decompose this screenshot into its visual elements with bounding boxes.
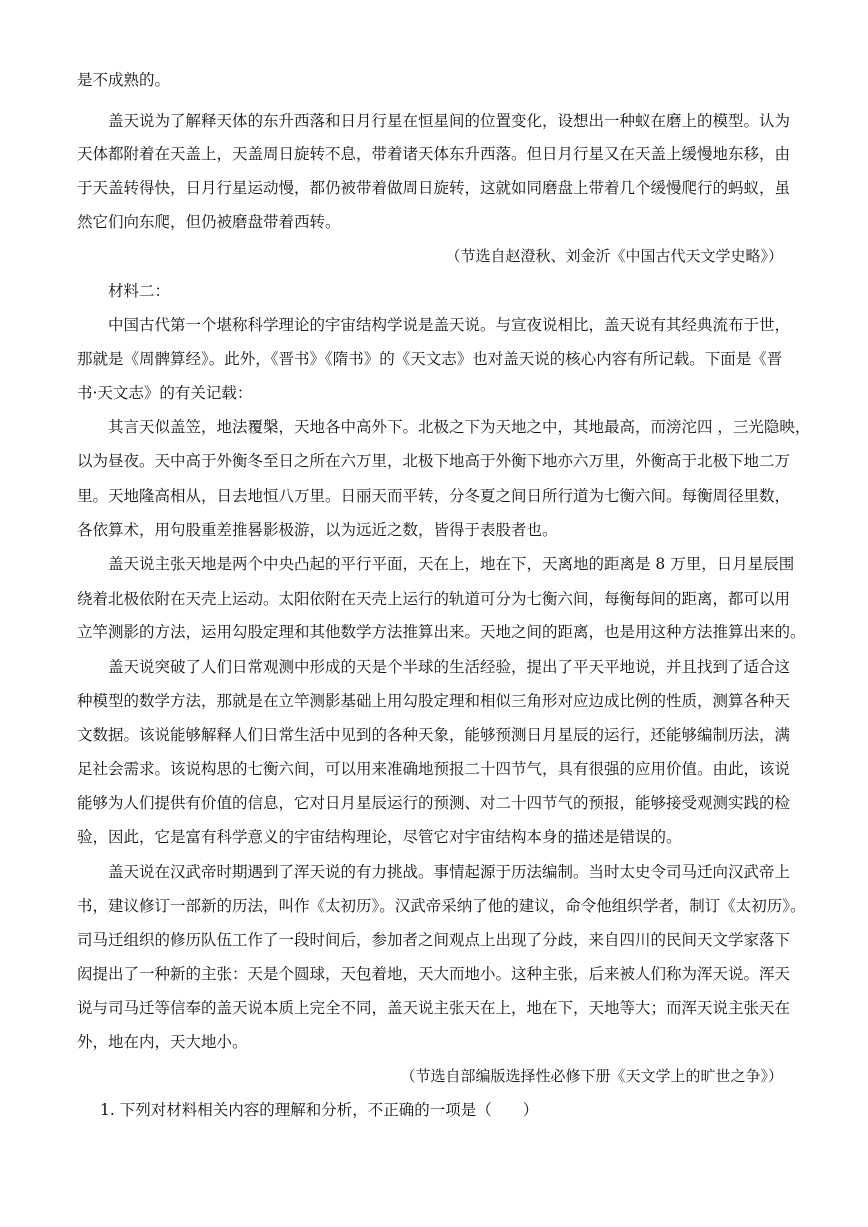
paragraph-line: 盖天说在汉武帝时期遇到了浑天说的有力挑战。事情起源于历法编制。当时太史令司马迁向汉武帝上: [108, 863, 791, 881]
paragraph-line: 盖天说突破了人们日常观测中形成的天是个半球的生活经验，提出了平天平地说，并且找到了适合这: [108, 658, 791, 676]
paragraph-line: 足社会需求。该说构思的七衡六间，可以用来准确地预报二十四节气，具有很强的应用价值。由此，该说: [77, 760, 791, 778]
quote-line: 各依算术，用句股重差推晷影极游，以为远近之数，皆得于表股者也。: [77, 521, 558, 539]
paragraph-line: 天体都附着在天盖上，天盖周日旋转不息，带着诸天体东升西落。但日月行星又在天盖上缓慢地东移，由: [77, 145, 791, 163]
source-citation: （节选自部编版选择性必修下册《天文学上的旷世之争》）: [400, 1067, 783, 1085]
paragraph-line: 验，因此，它是富有科学意义的宇宙结构理论，尽管它对宇宙结构本身的描述是错误的。: [77, 828, 682, 846]
text-line: 是不成熟的。: [77, 71, 171, 89]
paragraph-line: 那就是《周髀算经》。此外，《晋书》《隋书》的《天文志》也对盖天说的核心内容有所记载。下面是《晋: [77, 350, 783, 368]
paragraph-line: 种模型的数学方法，那就是在立竿测影基础上用勾股定理和相似三角形对应边成比例的性质，测算各种天: [77, 692, 791, 710]
paragraph-line: 盖天说主张天地是两个中央凸起的平行平面，天在上，地在下，天离地的距离是 8 万里，日月星辰围: [108, 555, 795, 573]
paragraph-line: 能够为人们提供有价值的信息，它对日月星辰运行的预测、对二十四节气的预报，能够接受观测实践的检: [77, 794, 791, 812]
paragraph-line: 立竿测影的方法，运用勾股定理和其他数学方法推算出来。天地之间的距离，也是用这种方法推算出来的。: [77, 623, 806, 641]
paragraph-line: 说与司马迁等信奉的盖天说本质上完全不同，盖天说主张天在上，地在下，天地等大；而浑天说主张天在: [77, 999, 791, 1017]
quote-line: 里。天地隆高相从，日去地恒八万里。日丽天而平转，分冬夏之间日所行道为七衡六间。每衡周径里数，: [77, 487, 791, 505]
paragraph-line: 然它们向东爬，但仍被磨盘带着西转。: [77, 213, 341, 231]
section-heading: 材料二：: [108, 282, 171, 300]
paragraph-line: 司马迁组织的修历队伍工作了一段时间后，参加者之间观点上出现了分歧，来自四川的民间天文学家落下: [77, 931, 791, 949]
quote-line: 以为昼夜。天中高于外衡冬至日之所在六万里，北极下地高于外衡下地亦六万里，外衡高于北极下地二万: [77, 452, 791, 470]
paragraph-line: 绕着北极依附在天壳上运动。太阳依附在天壳上运行的轨道可分为七衡六间，每衡每间的距离，都可以用: [77, 590, 791, 608]
paragraph-line: 闳提出了一种新的主张：天是个圆球，天包着地，天大而地小。这种主张，后来被人们称为浑天说。浑天: [77, 965, 791, 983]
quote-line: 其言天似盖笠，地法覆槃，天地各中高外下。北极之下为天地之中，其地最高，而滂沱四 ，三光隐映，: [108, 418, 811, 436]
paragraph-line: 于天盖转得快，日月行星运动慢，都仍被带着做周日旋转，这就如同磨盘上带着几个缓慢爬行的蚂蚁，虽: [77, 179, 791, 197]
paragraph-line: 盖天说为了解释天体的东升西落和日月行星在恒星间的位置变化，设想出一种蚁在磨上的模型。认为: [108, 112, 791, 130]
paragraph-line: 书·天文志》的有关记载：: [77, 384, 253, 402]
question-line: 1. 下列对材料相关内容的理解和分析，不正确的一项是（ ）: [100, 1101, 539, 1119]
paragraph-line: 文数据。该说能够解释人们日常生活中见到的各种天象，能够预测日月星辰的运行，还能够编制历法，满: [77, 726, 791, 744]
paragraph-line: 外，地在内，天大地小。: [77, 1033, 248, 1051]
source-citation: （节选自赵澄秋、刘金沂《中国古代天文学史略》）: [445, 247, 783, 265]
paragraph-line: 书，建议修订一部新的历法，叫作《太初历》。汉武帝采纳了他的建议，命令他组织学者，制订《太初历》。: [77, 897, 806, 915]
paragraph-line: 中国古代第一个堪称科学理论的宇宙结构学说是盖天说。与宣夜说相比，盖天说有其经典流布于世，: [108, 316, 791, 334]
